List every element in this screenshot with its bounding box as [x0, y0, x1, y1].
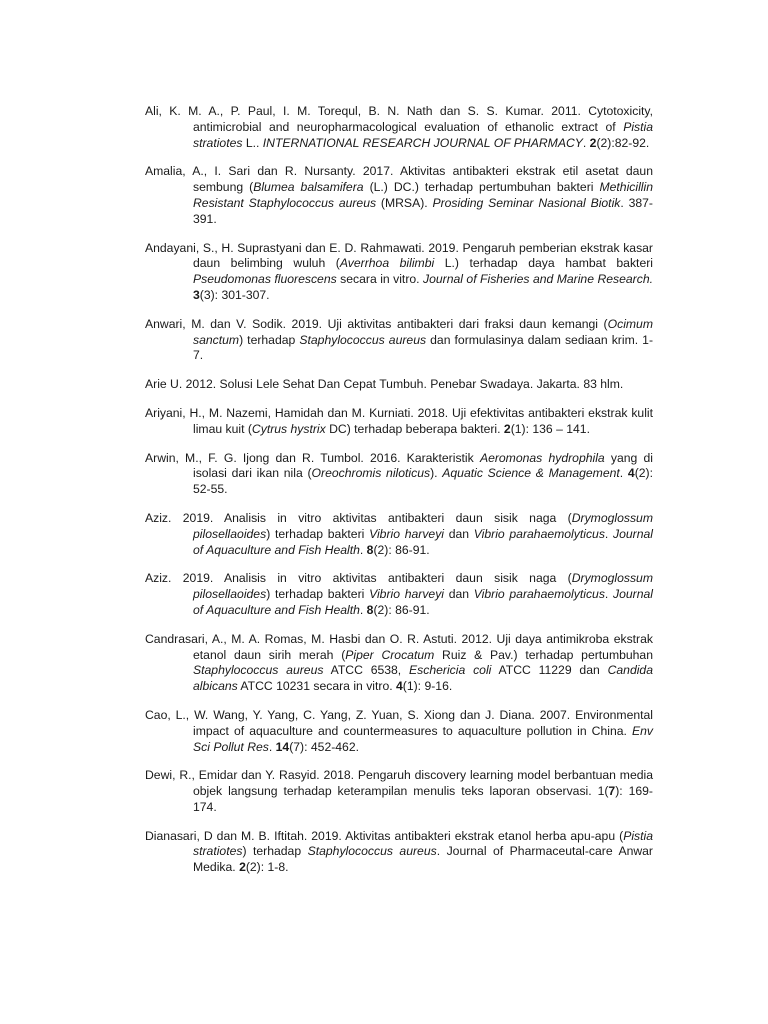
reference-italic-text: Journal of Fisheries and Marine Research. [423, 272, 653, 287]
reference-entry [145, 451, 653, 498]
reference-text: Arwin, M., F. G. Ijong dan R. Tumbol. 2016. Karakteristik [145, 450, 480, 465]
reference-entry [145, 241, 653, 304]
reference-entry [145, 632, 653, 695]
reference-text: ): 169-174. [193, 784, 653, 814]
reference-text: . [604, 587, 614, 602]
reference-bold-text: 4 [627, 466, 635, 481]
reference-text: . [268, 739, 276, 754]
reference-bold-text: 14 [275, 739, 290, 754]
reference-entry [145, 708, 653, 755]
reference-text: dan formulasinya dalam sediaan krim. 1-7. [193, 332, 654, 363]
reference-bold-text: 2 [503, 421, 511, 436]
reference-text: dan [444, 587, 474, 602]
reference-italic-text: Journal of Aquaculture and Fish Health [193, 526, 653, 557]
reference-text: (3): 301-307. [199, 287, 270, 302]
reference-text: Amalia, A., I. Sari dan R. Nursanty. 2017. Aktivitas antibakteri ekstrak etil asetat daun sembung ( [145, 164, 653, 195]
reference-entry [145, 511, 653, 558]
reference-text: L.. [242, 135, 263, 150]
reference-entry [145, 104, 653, 151]
reference-entry [145, 571, 653, 618]
reference-italic-text: Drymoglossum pilosellaoides [193, 571, 653, 602]
reference-text: Ariyani, H., M. Nazemi, Hamidah dan M. Kurniati. 2018. Uji efektivitas antibakteri ekstrak kulit limau kuit ( [145, 405, 653, 436]
reference-italic-text: Vibrio parahaemolyticus [473, 587, 605, 602]
reference-text: ATCC 11229 dan [491, 663, 608, 678]
reference-text: ). [430, 466, 443, 481]
reference-text: . 387-391. [193, 195, 653, 226]
reference-text: (2): 1-8. [245, 860, 289, 875]
reference-italic-text: Env Sci Pollut Res [193, 723, 653, 754]
reference-text: . [604, 526, 614, 541]
reference-text: ) terhadap bakteri [266, 587, 370, 602]
reference-text: Aziz. 2019. Analisis in vitro aktivitas antibakteri daun sisik naga ( [145, 571, 572, 586]
reference-text: (2):82-92. [596, 135, 650, 150]
reference-entry [145, 164, 653, 227]
reference-italic-text: Candida albicans [193, 663, 653, 694]
reference-text: (1): 136 – 141. [510, 421, 590, 436]
reference-text: Ali, K. M. A., P. Paul, I. M. Torequl, B. N. Nath dan S. S. Kumar. 2011. Cytotoxicity, antimicrobial and neuropharmacological evaluation of ethanolic extract of [145, 104, 653, 134]
reference-text: Anwari, M. dan V. Sodik. 2019. Uji aktivitas antibakteri dari fraksi daun kemangi ( [145, 316, 608, 331]
reference-list [145, 104, 653, 889]
reference-text: Candrasari, A., M. A. Romas, M. Hasbi dan O. R. Astuti. 2012. Uji daya antimikroba ekstrak etanol daun sirih merah ( [145, 631, 653, 662]
reference-text: . [359, 602, 367, 617]
reference-italic-text: INTERNATIONAL RESEARCH JOURNAL OF PHARMACY [262, 135, 583, 150]
reference-text: (L.) DC.) terhadap pertumbuhan bakteri [363, 180, 600, 195]
reference-italic-text: Vibrio harveyi [369, 526, 444, 541]
reference-italic-text: Eschericia coli [409, 663, 492, 678]
reference-text: (2): 86-91. [373, 602, 430, 617]
reference-text: . [582, 135, 590, 150]
reference-italic-text: Prosiding Seminar Nasional Biotik [432, 195, 621, 210]
reference-bold-text: 2 [589, 135, 597, 150]
reference-text: Arie U. 2012. Solusi Lele Sehat Dan Cepat Tumbuh. Penebar Swadaya. Jakarta. 83 hlm. [145, 377, 624, 392]
reference-entry [145, 829, 653, 876]
reference-text: Dianasari, D dan M. B. Iftitah. 2019. Aktivitas antibakteri ekstrak etanol herba apu-apu ( [145, 828, 624, 843]
reference-italic-text: Journal of Aquaculture and Fish Health [193, 587, 653, 617]
reference-italic-text: Staphylococcus aureus [193, 663, 324, 678]
reference-text: Cao, L., W. Wang, Y. Yang, C. Yang, Z. Yuan, S. Xiong dan J. Diana. 2007. Environmental impact of aquaculture and countermeasures to aquaculture pollution in China. [145, 707, 653, 738]
reference-italic-text: Averrhoa bilimbi [339, 256, 435, 271]
reference-italic-text: Vibrio harveyi [369, 587, 444, 602]
reference-text: ) terhadap [239, 332, 300, 347]
reference-text: DC) terhadap beberapa bakteri. [325, 421, 504, 436]
reference-entry [145, 317, 653, 364]
reference-text: ) terhadap bakteri [266, 526, 370, 541]
reference-bold-text: 8 [366, 542, 374, 557]
reference-text: yang di isolasi dari ikan nila ( [193, 450, 654, 481]
reference-text: dan [444, 526, 474, 541]
reference-bold-text: 4 [396, 679, 403, 694]
reference-text: . [359, 542, 367, 557]
reference-entry [145, 377, 653, 393]
reference-italic-text: Cytrus hystrix [251, 421, 326, 436]
reference-text: Andayani, S., H. Suprastyani dan E. D. Rahmawati. 2019. Pengaruh pemberian ekstrak kasar daun belimbing wuluh ( [145, 240, 653, 271]
reference-text: (2): 86-91. [373, 542, 430, 557]
reference-text: secara in vitro. [336, 272, 423, 287]
reference-italic-text: Staphylococcus aureus [307, 844, 437, 859]
reference-italic-text: Aeromonas hydrophila [479, 450, 605, 465]
reference-text: ) terhadap [242, 844, 308, 859]
reference-entry [145, 406, 653, 438]
reference-bold-text: 8 [366, 602, 374, 617]
reference-italic-text: Vibrio parahaemolyticus [473, 526, 605, 541]
reference-italic-text: Pseudomonas fluorescens [193, 272, 337, 287]
reference-bold-text: 2 [239, 860, 246, 875]
reference-italic-text: Oreochromis niloticus [311, 466, 431, 481]
reference-italic-text: Aquatic Science & Management [442, 466, 620, 481]
reference-text: Dewi, R., Emidar dan Y. Rasyid. 2018. Pengaruh discovery learning model berbantuan media objek langsung terhadap keterampilan menulis teks laporan observasi. 1( [145, 768, 653, 799]
reference-italic-text: Ocimum sanctum [193, 316, 653, 347]
reference-text: ATCC 10231 secara in vitro. [237, 679, 396, 694]
reference-bold-text: 3 [193, 287, 200, 302]
reference-italic-text: Drymoglossum pilosellaoides [193, 510, 653, 541]
reference-text: L.) terhadap daya hambat bakteri [434, 256, 653, 271]
reference-text: (1): 9-16. [402, 679, 453, 694]
reference-bold-text: 7 [608, 784, 616, 799]
reference-text: Ruiz & Pav.) terhadap pertumbuhan [434, 647, 653, 662]
reference-italic-text: Staphylococcus aureus [299, 332, 427, 347]
reference-italic-text: Pistia stratiotes [193, 119, 653, 150]
reference-entry [145, 768, 653, 815]
reference-text: (2): 52-55. [193, 466, 653, 497]
reference-text: . [619, 466, 628, 481]
reference-text: (7): 452-462. [289, 739, 359, 754]
reference-italic-text: Blumea balsamifera [253, 180, 364, 195]
reference-italic-text: Methicillin Resistant Staphylococcus aureus [193, 180, 653, 210]
reference-text: (MRSA). [376, 195, 433, 210]
reference-text: ATCC 6538, [323, 663, 410, 678]
reference-text: Aziz. 2019. Analisis in vitro aktivitas antibakteri daun sisik naga ( [145, 510, 572, 525]
reference-italic-text: Pistia stratiotes [193, 828, 653, 859]
reference-text: . Journal of Pharmaceutal-care Anwar Medika. [193, 844, 653, 875]
reference-italic-text: Piper Crocatum [345, 647, 435, 662]
